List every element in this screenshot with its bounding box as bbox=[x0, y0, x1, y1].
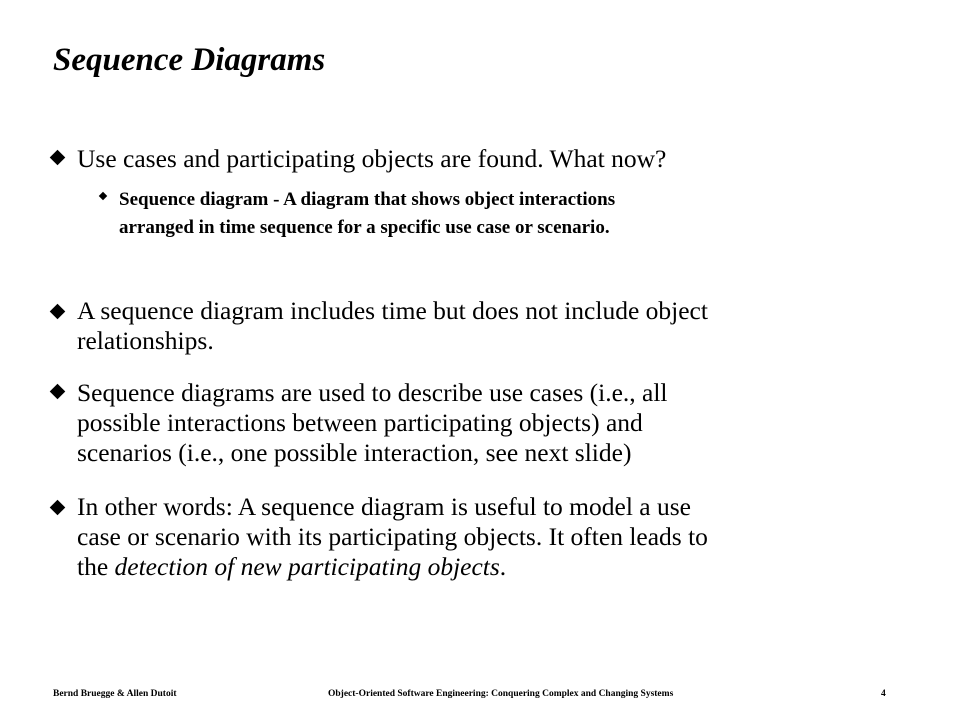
diamond-bullet-icon bbox=[50, 150, 66, 166]
bullet-3-text bbox=[77, 378, 668, 468]
footer-authors: Bernd Bruegge & Allen Dutoit bbox=[53, 689, 177, 699]
diamond-bullet-icon bbox=[50, 304, 66, 320]
bullet-3-line-3: scenarios (i.e., one possible interaction, see next slide) bbox=[77, 438, 632, 467]
bullet-1-line-1: Use cases and participating objects are found. What now? bbox=[77, 144, 667, 173]
bullet-2-line-1: A sequence diagram includes time but does not include object bbox=[77, 296, 708, 325]
footer-book-title: Object-Oriented Software Engineering: Conquering Complex and Changing Systems bbox=[328, 689, 674, 699]
small-diamond-bullet-icon bbox=[99, 192, 107, 200]
bullet-4-line-1: In other words: A sequence diagram is useful to model a use bbox=[77, 492, 691, 521]
diamond-bullet-icon bbox=[50, 384, 66, 400]
bullet-4-line-3-suffix: . bbox=[499, 552, 507, 581]
diamond-bullet-icon bbox=[50, 500, 66, 516]
bullet-4-text bbox=[77, 492, 708, 582]
sub-bullet-line-2: arranged in time sequence for a specific use case or scenario. bbox=[119, 217, 610, 238]
slide-title: Sequence Diagrams bbox=[53, 42, 326, 78]
bullet-2-line-2: relationships. bbox=[77, 326, 214, 355]
bullet-4-line-3-prefix: the bbox=[77, 552, 115, 581]
sub-bullet-text bbox=[119, 186, 615, 242]
emphasized-phrase: detection of new participating objects bbox=[114, 552, 500, 581]
page-number: 4 bbox=[881, 689, 886, 699]
sub-bullet-line-1: Sequence diagram - A diagram that shows object interactions bbox=[119, 189, 616, 210]
bullet-4-line-3 bbox=[77, 552, 708, 582]
bullet-2-text bbox=[77, 296, 708, 356]
bullet-1-text bbox=[77, 144, 666, 174]
bullet-3-line-1: Sequence diagrams are used to describe use cases (i.e., all bbox=[77, 378, 668, 407]
bullet-4-line-2: case or scenario with its participating objects. It often leads to bbox=[77, 522, 708, 551]
bullet-3-line-2: possible interactions between participating objects) and bbox=[77, 408, 643, 437]
